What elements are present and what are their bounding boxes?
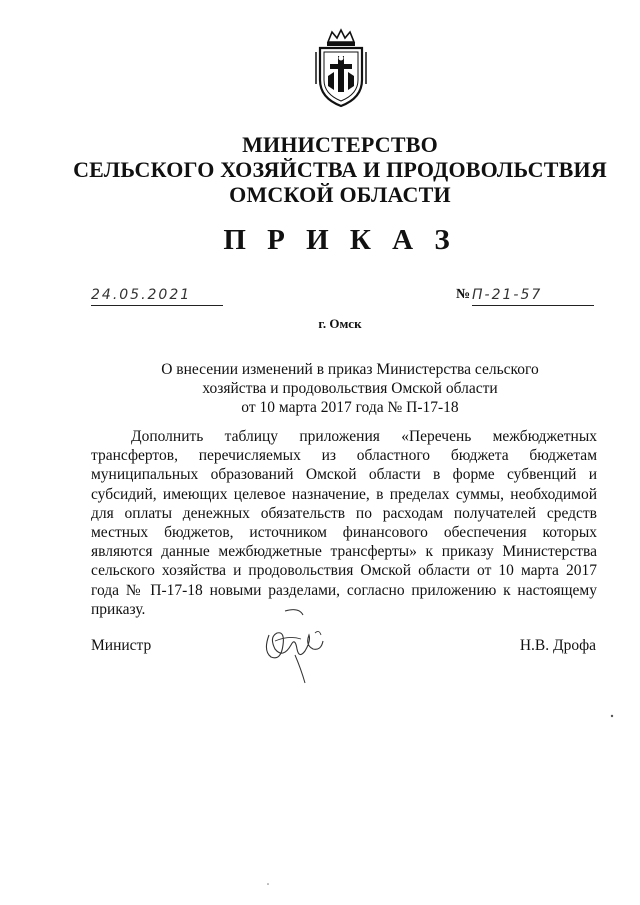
order-subject (60, 360, 640, 417)
ministry-line-3: ОМСКОЙ ОБЛАСТИ (229, 182, 451, 207)
order-number-block (456, 287, 596, 305)
handwritten-signature-icon (255, 605, 340, 685)
coat-of-arms-icon (310, 28, 372, 108)
ministry-line-1: МИНИСТЕРСТВО (242, 132, 438, 157)
ministry-name (40, 132, 640, 207)
signer-role: Министр (91, 637, 152, 654)
order-date: 24.05.2021 (91, 287, 223, 306)
order-body-paragraph: Дополнить таблицу приложения «Перечень межбюджетных трансфертов, перечисляемых из областного бюджета бюджетам муниципальных образований Омской области в форме субвенций и субсидий, имеющих целевое назначение, в пределах суммы, необходимой для оплаты денежных обязательств по расходам получателей средств местных бюджетов, источником финансового обеспечения которых являются данные межбюджетные трансферты» к приказу Министерства сельского хозяйства и продовольствия Омской области от 10 марта 2017 года № П-17-18 новыми разделами, согласно приложению к настоящему приказу. (91, 428, 597, 618)
number-sign: № (456, 287, 471, 302)
subject-line-2: хозяйства и продовольствия Омской области (202, 380, 498, 397)
ministry-line-2: СЕЛЬСКОГО ХОЗЯЙСТВА И ПРОДОВОЛЬСТВИЯ (73, 157, 607, 182)
subject-line-3: от 10 марта 2017 года № П-17-18 (241, 399, 459, 416)
signer-name: Н.В. Дрофа (519, 637, 596, 654)
document-type-title: П Р И К А З (223, 224, 457, 256)
order-number: П-21-57 (472, 287, 594, 306)
city-label: г. Омск (318, 316, 362, 331)
subject-line-1: О внесении изменений в приказ Министерства сельского (161, 361, 539, 378)
